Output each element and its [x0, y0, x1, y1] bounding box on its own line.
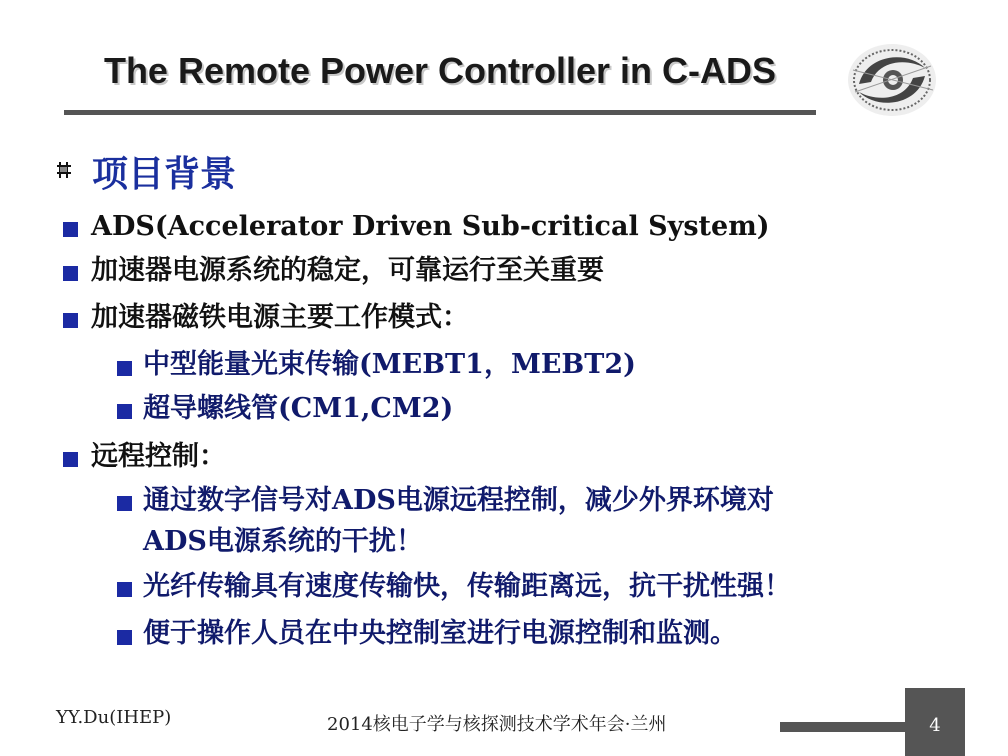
bullet-square-icon: [63, 313, 78, 328]
bullet-square-icon: [63, 266, 78, 281]
slide-title: The Remote Power Controller in C-ADS: [103, 50, 777, 91]
bullet-square-icon: [63, 452, 78, 467]
page-number: 4: [929, 715, 941, 736]
sub-bullet-digital-signal: 通过数字信号对ADS电源远程控制，减少外界环境对: [143, 485, 774, 516]
bullet-square-icon: [117, 582, 132, 597]
sub-bullet-fiber: 光纤传输具有速度传输快，传输距离远，抗干扰性强！: [143, 571, 791, 602]
sub-bullet-digital-signal-cont: ADS电源系统的干扰！: [143, 526, 423, 557]
bullet-square-icon: [117, 496, 132, 511]
bullet-work-modes: 加速器磁铁电源主要工作模式：: [91, 302, 469, 333]
sub-bullet-cm: 超导螺线管(CM1,CM2): [143, 393, 454, 424]
bullet-square-icon: [117, 404, 132, 419]
bullet-square-icon: [117, 361, 132, 376]
sub-bullet-central-control: 便于操作人员在中央控制室进行电源控制和监测。: [143, 618, 737, 649]
footer-bar: [780, 722, 905, 732]
ihep-logo-icon: [845, 40, 940, 120]
footer-author: YY.Du(IHEP): [56, 707, 172, 728]
bullet-stability: 加速器电源系统的稳定，可靠运行至关重要: [91, 255, 604, 286]
section-heading: 项目背景: [92, 153, 237, 195]
footer-event: 2014核电子学与核探测技术学术年会·兰州: [327, 714, 667, 735]
bullet-square-icon: [117, 630, 132, 645]
sub-bullet-mebt: 中型能量光束传输(MEBT1，MEBT2): [143, 349, 636, 380]
bullet-square-icon: [63, 222, 78, 237]
bullet-remote-control: 远程控制：: [91, 441, 226, 472]
title-underline: [64, 110, 816, 115]
bullet-ads-definition: ADS(Accelerator Driven Sub-critical System): [91, 211, 770, 242]
page-number-box: [905, 688, 965, 756]
section-marker-icon: [57, 162, 71, 178]
